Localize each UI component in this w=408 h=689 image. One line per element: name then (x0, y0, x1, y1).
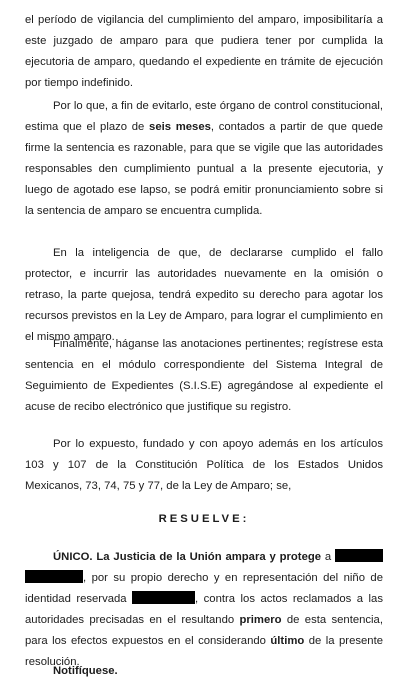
plazo-bold: seis meses (149, 121, 211, 133)
unico-text-5: de la presente resolución. (25, 635, 383, 668)
paragraph-anotaciones: Finalmente, háganse las anotaciones pertinentes; regístrese esta sentencia en el módulo correspondiente del Sistema Integral de Seguimiento de Expedientes (S.I.S.E) agregándose al expediente el acuse de recibo electrónico que justifique su registro. (25, 338, 383, 413)
redaction-block (132, 591, 195, 604)
paragraph-fundamentos: Por lo expuesto, fundado y con apoyo además en los artículos 103 y 107 de la Constitución Política de los Estados Unidos Mexicanos, 73, 74, 75 y 77, de la Ley de Amparo; se, (25, 438, 383, 492)
paragraph-vigilancia: el período de vigilancia del cumplimiento del amparo, imposibilitaría a este juzgado de amparo para que pudiera tener por cumplida la ejecutoria de amparo, quedando el expediente en trámite de ejecución por tiempo indefinido. (25, 14, 383, 89)
redaction-block (25, 570, 83, 583)
unico-text-1: a (321, 551, 335, 563)
unico-text-4: de esta sentencia, para los efectos expuestos en el considerando (25, 614, 383, 647)
unico-bold-primero: primero (239, 614, 282, 626)
plazo-text-a: Por lo que, a fin de evitarlo, este órgano de control constitucional, estima que el plazo de (25, 100, 383, 133)
redaction-block (335, 549, 383, 562)
plazo-text-b: , contados a partir de que quede firme la sentencia es razonable, para que se vigile que las autoridades responsables den cumplimiento puntual a la presente ejecutoria, y luego de agotado ese lapso, se podrá emitir pronunciamiento sobre si la sentencia de amparo se encuentra cumplida. (25, 121, 383, 217)
resuelve-heading: RESUELVE: (158, 513, 250, 525)
unico-bold-ultimo: último (270, 635, 305, 647)
paragraph-plazo (25, 96, 383, 222)
unico-bold-intro: ÚNICO. La Justicia de la Unión ampara y protege (53, 551, 322, 563)
paragraph-unico (25, 547, 383, 673)
paragraph-inteligencia: En la inteligencia de que, de declararse cumplido el fallo protector, e incurrir las autoridades nuevamente en la omisión o retraso, la parte quejosa, tendrá expedito su derecho para agotar los recursos previstos en la Ley de Amparo, para lograr el cumplimiento en el mismo amparo. (25, 247, 383, 343)
unico-text-3: , contra los actos reclamados a las autoridades precisadas en el resultando (25, 593, 383, 626)
unico-text-2: , por su propio derecho y en representación del niño de identidad reservada (25, 572, 383, 605)
closing-notifiquese: Notifíquese. (53, 665, 118, 677)
